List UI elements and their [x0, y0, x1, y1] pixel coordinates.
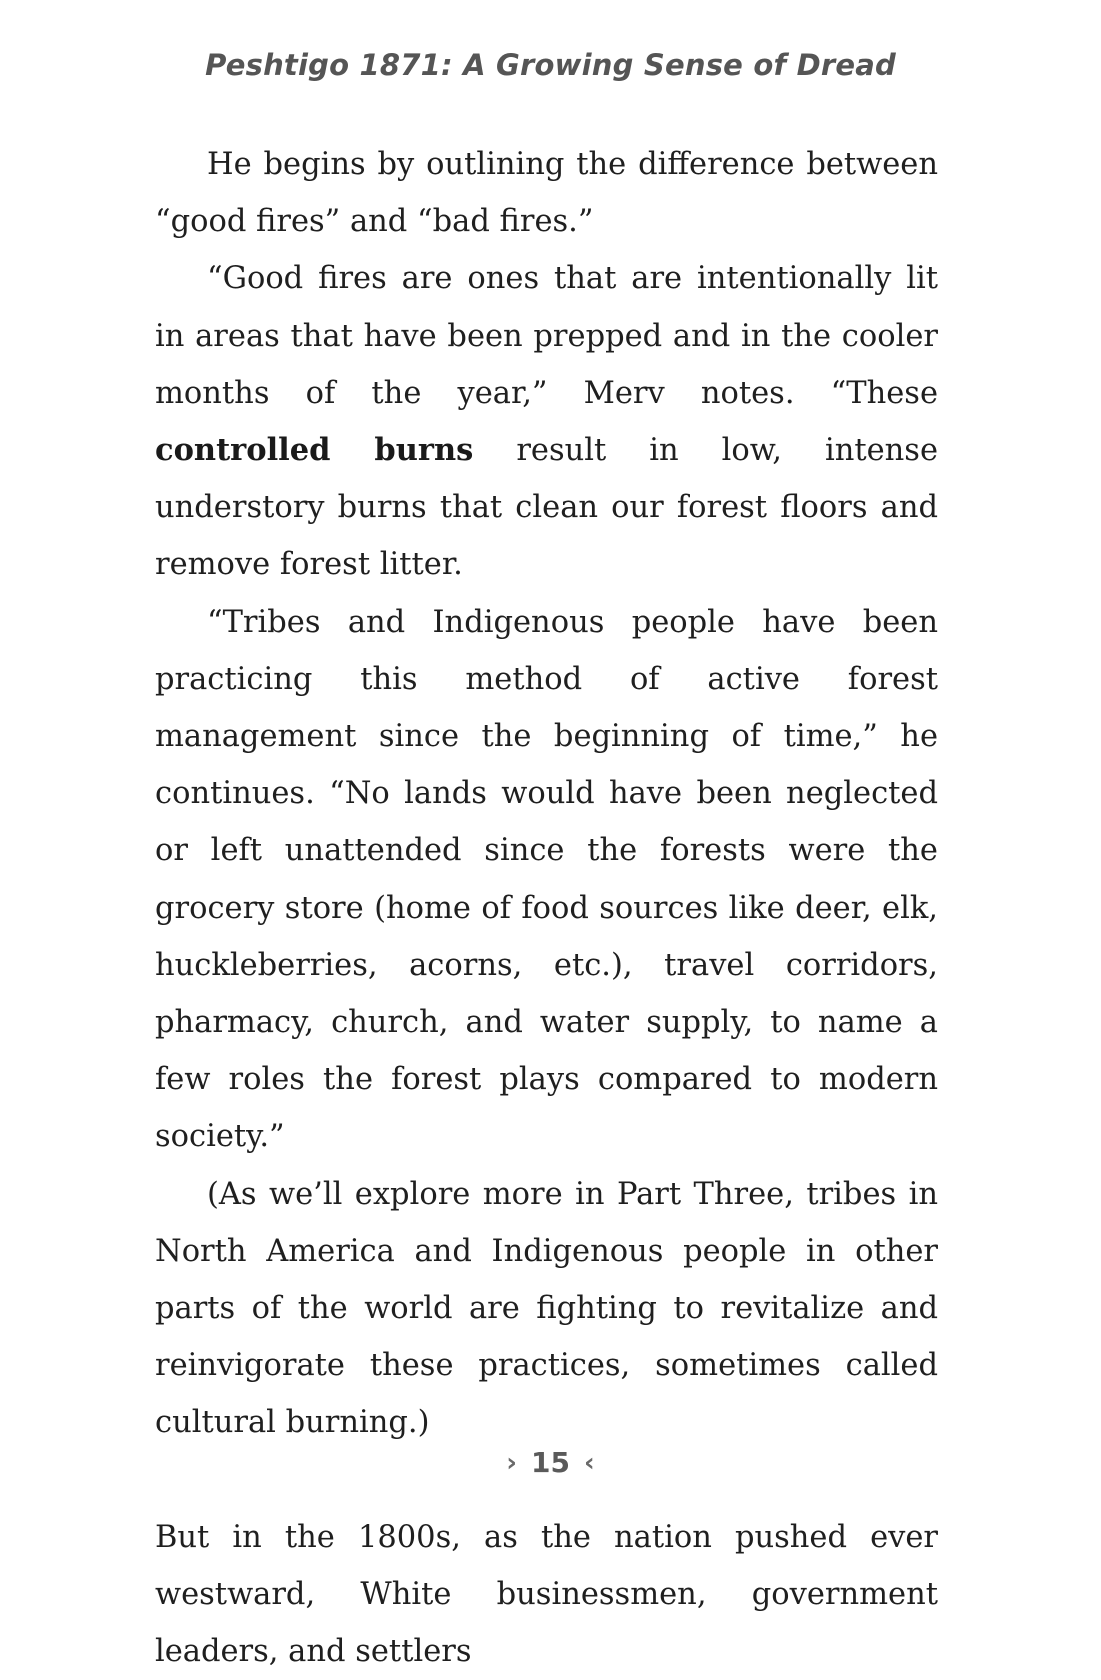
paragraph-1: He begins by outlining the difference between “good fires” and “bad fires.” [155, 147, 938, 240]
page-footer [0, 1446, 1101, 1479]
paragraph-2-lead: “Good fires are ones that are intentionally lit in areas that have been prepped and in the cooler months of the year,” Merv notes. “These [155, 261, 938, 411]
folio-right-chevron: ‹ [583, 1448, 595, 1478]
paragraph-3: “Tribes and Indigenous people have been practicing this method of active forest management since the beginning of time,” he continues. “No lands would have been neglected or left unattended since the forests were the grocery store (home of food sources like deer, elk, huckleberries, acorns, etc.), travel corridors, pharmacy, church, and water supply, to name a few roles the forest plays compared to modern society.” [155, 604, 938, 1155]
paragraph-2 [155, 250, 938, 593]
paragraph-5: But in the 1800s, as the nation pushed ever westward, White businessmen, government leaders, and settlers [155, 1519, 938, 1670]
folio-left-chevron: › [506, 1448, 518, 1478]
paragraph-2-tail: result in low, intense understory burns that clean our forest floors and remove forest litter. [155, 433, 939, 583]
paragraph-4: (As we’ll explore more in Part Three, tribes in North America and Indigenous people in other parts of the world are fighting to revitalize and reinvigorate these practices, sometimes called cultural burning.) [155, 1176, 938, 1441]
page-number: 15 [531, 1446, 570, 1479]
bold-term-controlled-burns: controlled burns [155, 432, 474, 469]
running-head-title: Peshtigo 1871: A Growing Sense of Dread [205, 48, 896, 82]
